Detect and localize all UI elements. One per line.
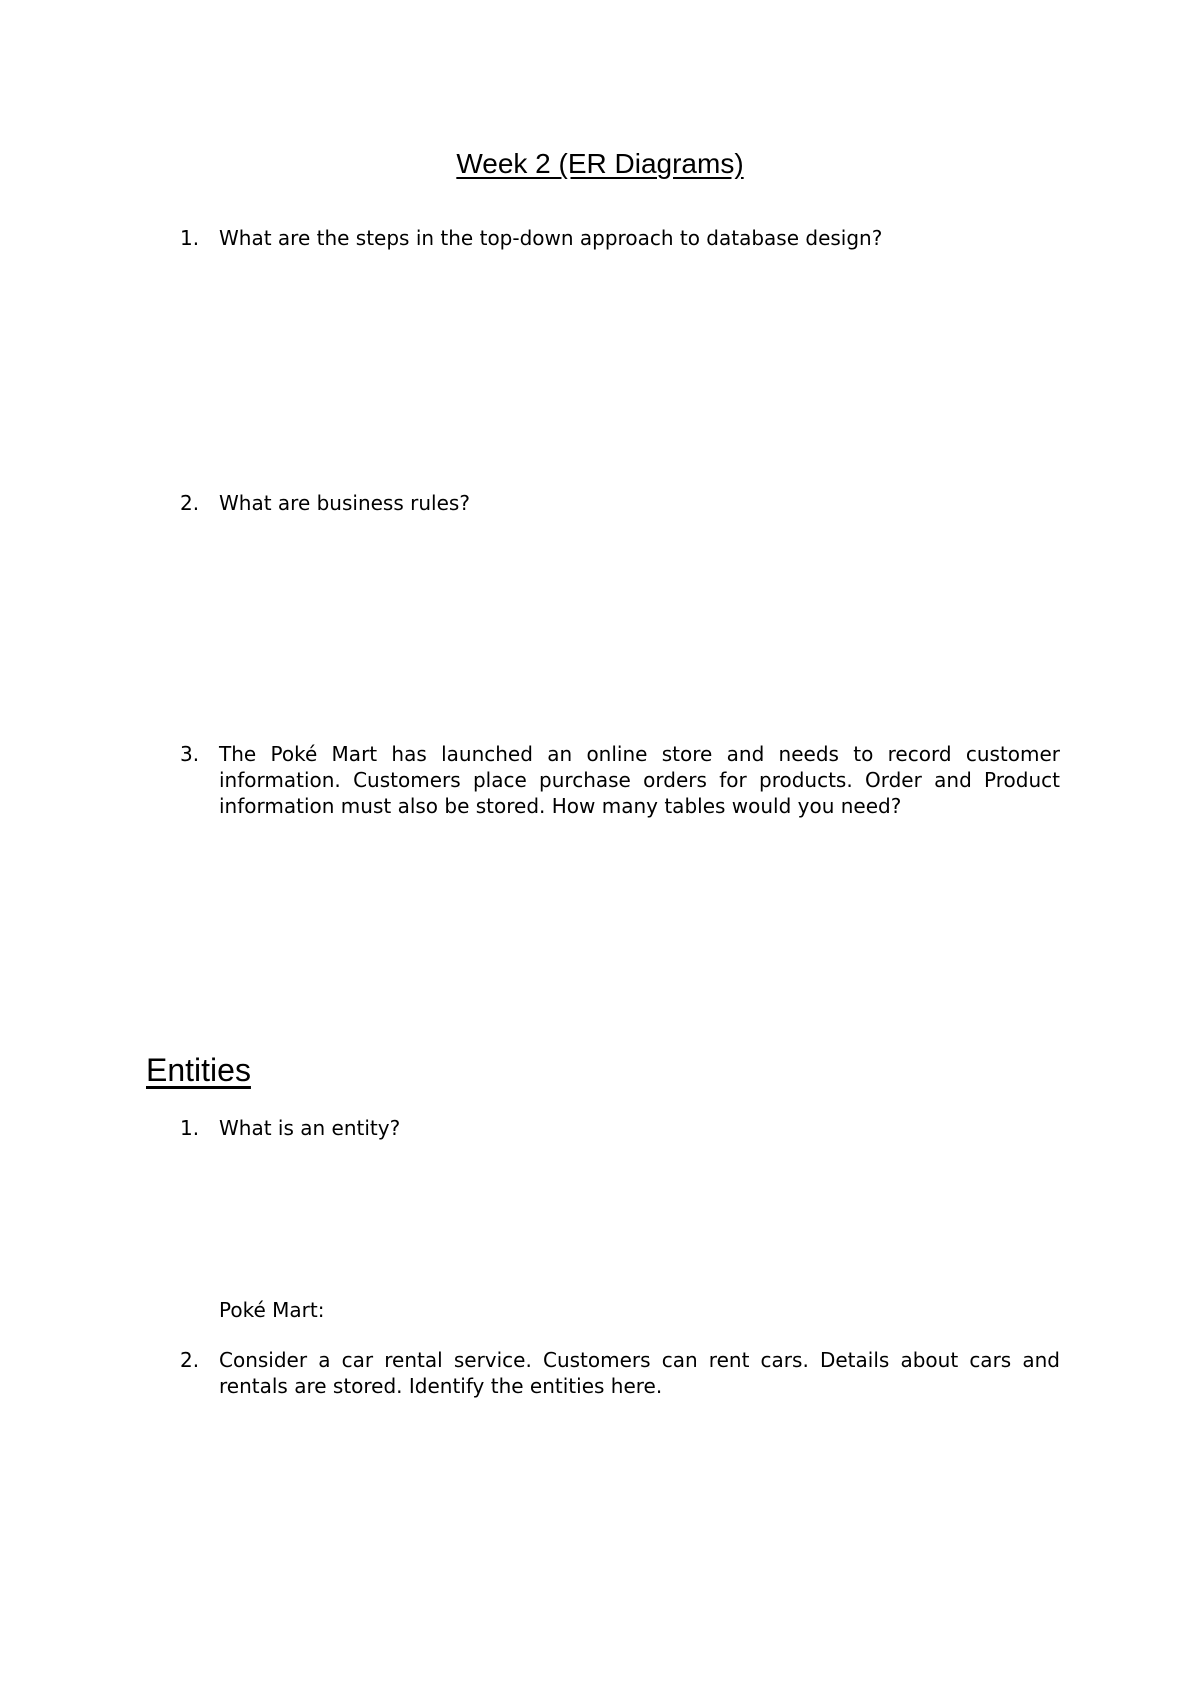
- question-text: What are the steps in the top-down approach to database design?: [219, 226, 883, 250]
- question-number: 2.: [180, 491, 200, 515]
- question-number: 1.: [180, 1116, 200, 1140]
- question-2: [180, 490, 1060, 516]
- entities-heading: Entities: [146, 1052, 251, 1088]
- question-text: What are business rules?: [219, 491, 470, 515]
- question-text: The Poké Mart has launched an online store and needs to record customer information. Customers place purchase orders for products. Order and Product information must also be stored. How many tables would you need?: [219, 742, 1060, 818]
- question-number: 3.: [180, 742, 200, 766]
- question-text: What is an entity?: [219, 1116, 401, 1140]
- question-3: [180, 741, 1060, 819]
- question-1: [180, 225, 1060, 251]
- question-number: 2.: [180, 1348, 200, 1372]
- entities-question-1: [180, 1115, 1060, 1141]
- question-number: 1.: [180, 226, 200, 250]
- poke-mart-note: Poké Mart:: [219, 1298, 325, 1322]
- question-text: Consider a car rental service. Customers can rent cars. Details about cars and rentals are stored. Identify the entities here.: [219, 1348, 1060, 1398]
- page-title: Week 2 (ER Diagrams): [456, 148, 744, 179]
- entities-question-2: [180, 1347, 1060, 1399]
